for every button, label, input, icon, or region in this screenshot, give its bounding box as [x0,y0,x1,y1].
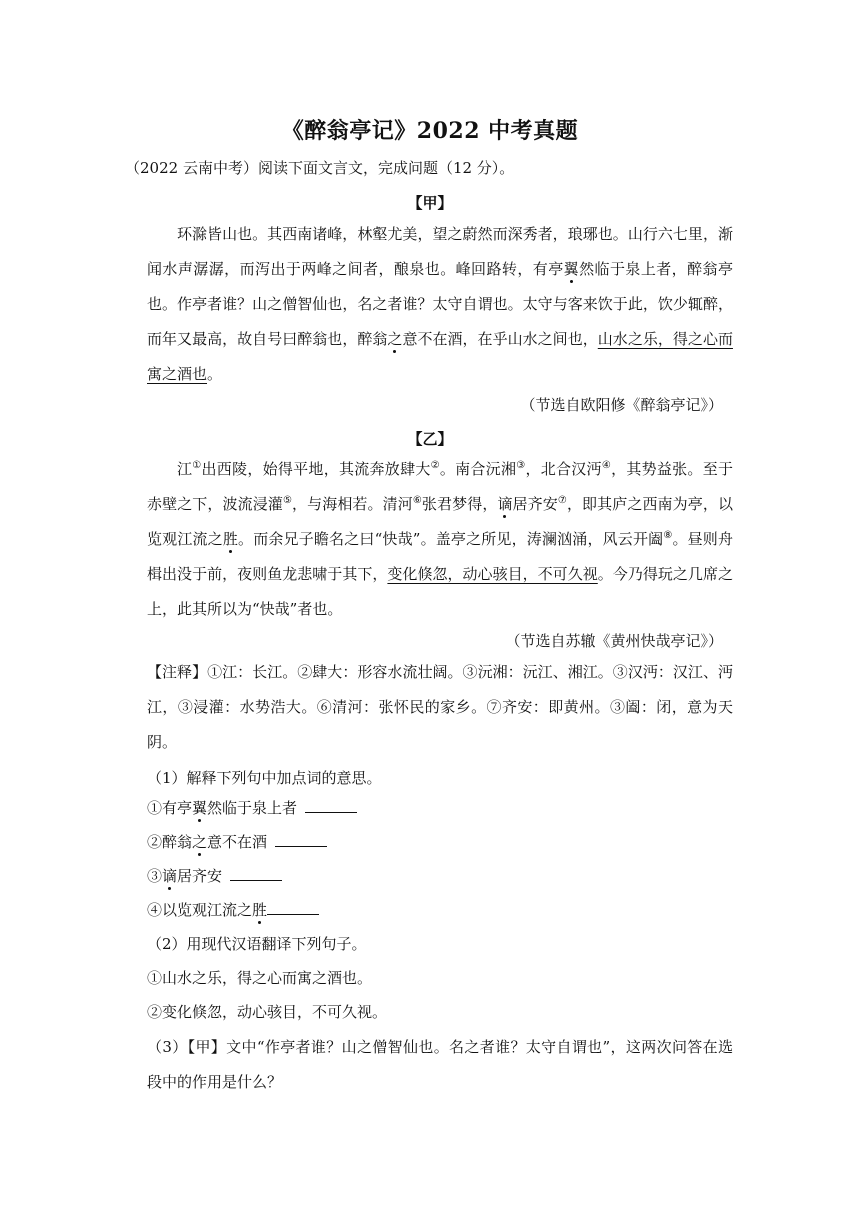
passage-yi-text: 张君梦得， [421,495,498,513]
dotted-word: 翼 [563,260,580,278]
annotations: 【注释】①江：长江。②肆大：形容水流壮阔。③沅湘：沅江、湘江。③汉沔：汉江、沔江，③浸灌：水势浩大。⑥清河：张怀民的家乡。⑦齐安：即黄州。③阖：闭，意为天阴。 [147,663,733,751]
dotted-word: 谪 [497,495,513,513]
footnote-marker: ⑧ [663,530,673,541]
dotted-word: 胜 [222,530,239,548]
passage-jia-text-3: 意不在酒，在乎山水之间也， [402,330,598,348]
question-1: （1）解释下列句中加点词的意思。 [147,769,382,787]
underlined-sentence: 变化倏忽，动心骇目，不可久视 [387,565,598,583]
passage-yi-text: 居齐安 [512,495,558,513]
question-2-item-2: ②变化倏忽，动心骇目，不可久视。 [147,1003,388,1021]
passage-yi-text: ，北合汉沔 [525,460,602,478]
question-1-item-1 [147,798,733,818]
passage-jia-text-2: 然临于泉上者，醉翁亭也。作亭者谁？山之僧智仙也，名之者谁？太守自谓也。太守与客来饮于此，饮少辄醉，而年又最高，故自号曰醉翁也，醉翁 [147,260,733,348]
question-2: （2）用现代汉语翻译下列句子。 [147,935,367,953]
footnote-marker: ③ [516,460,526,471]
dotted-word: 之 [192,833,208,851]
question-text: ①有亭 [147,799,193,817]
footnote-marker: ⑥ [412,495,422,506]
dotted-word: 翼 [192,799,208,817]
passage-yi-text: 江 [177,460,193,478]
answer-blank[interactable] [275,832,327,847]
section-label-yi: 【乙】 [407,430,453,448]
passage-yi [147,452,733,627]
dotted-word: 胜 [252,901,268,919]
footnote-marker: ⑤ [282,495,293,506]
question-3: （3）【甲】文中“作亭者谁？山之僧智仙也。名之者谁？太守自谓也”，这两次问答在选段中的作用是什么？ [147,1038,733,1091]
footnote-marker: ④ [601,460,612,471]
footnote-marker: ① [192,460,202,471]
passage-yi-text: 出西陵，始得平地，其流奔放肆大 [201,460,431,478]
question-text: 居齐安 [177,867,223,885]
question-text: ③ [147,867,163,885]
passage-yi-text: ，与海相若。清河 [292,495,413,513]
passage-jia-text-1: 环滁皆山也。其西南诸峰，林壑尤美，望之蔚然而深秀者，琅琊也。山行六七里，渐闻水声潺潺，而泻出于两峰之间者，酿泉也。峰回路转，有亭 [147,225,733,278]
question-1-item-2 [147,832,733,852]
question-text: 然临于泉上者 [207,799,298,817]
passage-yi-text: 。南合沅湘 [439,460,517,478]
question-1-item-3 [147,866,733,886]
question-text: 意不在酒 [207,833,268,851]
source-jia: （节选自欧阳修《醉翁亭记》） [520,396,723,414]
passage-yi-text: 。今乃得玩之几席之上，此其所以为“快哉”者也。 [147,565,733,618]
question-text: ④以览观江流之 [147,901,253,919]
answer-blank[interactable] [267,900,319,915]
question-text: ②醉翁 [147,833,193,851]
passage-yi-text: ，即其庐之西南为亭，以览观江流之 [147,495,733,548]
dotted-word: 之 [387,330,403,348]
section-label-jia: 【甲】 [407,194,453,212]
passage-yi-text: 。昼则舟楫出没于前，夜则鱼龙悲啸于其下， [147,530,733,583]
passage-jia-end: 。 [207,365,223,383]
question-2-item-1: ①山水之乐，得之心而寓之酒也。 [147,969,373,987]
answer-blank[interactable] [305,798,357,813]
passage-yi-text: ，其势益张。至于赤壁之下，波流浸灌 [147,460,733,513]
source-yi: （节选自苏辙《黄州快哉亭记》） [505,632,723,650]
footnote-marker: ⑦ [557,495,567,506]
dotted-word: 谪 [162,867,178,885]
passage-yi-text: 。而余兄子瞻名之曰“快哉”。盖亭之所见，涛澜汹涌，风云开阖 [238,530,664,548]
underlined-sentence: 山水之乐，得之心而寓之酒也 [147,330,733,383]
passage-jia [147,217,733,392]
document-title: 《醉翁亭记》2022 中考真题 [281,118,579,144]
question-1-item-4 [147,900,733,920]
intro-line: （2022 云南中考）阅读下面文言文，完成问题（12 分）。 [125,159,515,177]
footnote-marker: ② [430,460,440,471]
answer-blank[interactable] [230,866,282,881]
